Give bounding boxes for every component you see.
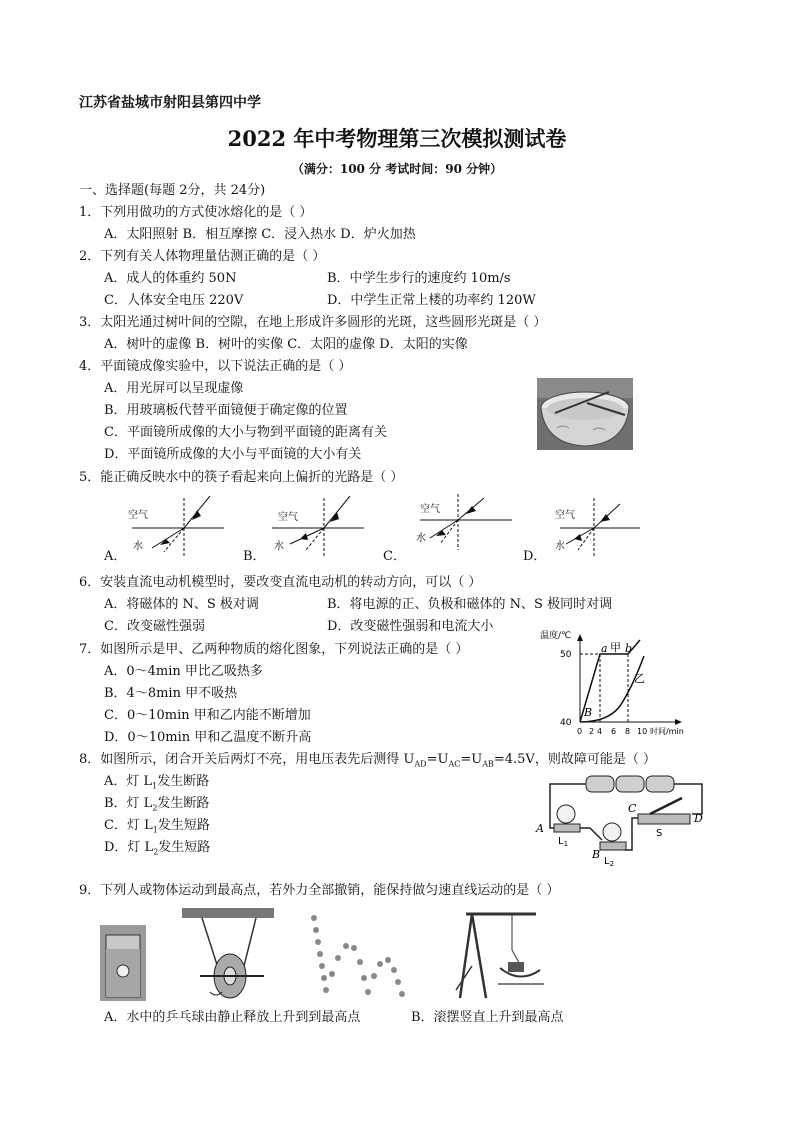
x-tick-4: 4 (597, 727, 603, 736)
q6-option-d: D．改变磁性强弱和电流大小 (327, 619, 494, 634)
school-name: 江苏省盐城市射阳县第四中学 (79, 95, 261, 111)
q4-stem: 4．平面镜成像实验中，以下说法正确的是（ ） (79, 359, 352, 374)
x-tick-6: 6 (611, 727, 617, 736)
q6-option-a: A．将磁体的 N、S 极对调 (104, 597, 259, 612)
q3-options: A．树叶的虚像 B．树叶的实像 C．太阳的虚像 D．太阳的实像 (104, 337, 468, 352)
q4-option-a: A．用光屏可以呈现虚像 (104, 381, 244, 396)
q8-option-d: D．灯 $L_2$发生短路 (104, 840, 211, 857)
x-tick-10: 10 (637, 727, 648, 736)
q5b-air-label: 空气 (278, 512, 298, 523)
switch-label: S (656, 828, 663, 839)
y-tick-50: 50 (560, 650, 572, 660)
maxwell-wheel-photo (180, 906, 276, 1002)
bowl-chopsticks-photo (537, 378, 633, 450)
q4-option-c: C．平面镜所成像的大小与物到平面镜的距离有关 (104, 425, 387, 440)
q3-stem: 3．太阳光通过树叶间的空隙，在地上形成许多圆形的光斑，这些圆形光斑是（ ） (79, 315, 547, 330)
q5b-water-label: 水 (274, 541, 284, 552)
q5a-water-label: 水 (133, 541, 143, 552)
q4-option-b: B．用玻璃板代替平面镜便于确定像的位置 (104, 403, 348, 418)
q2-option-b: B．中学生步行的速度约 10m/s (327, 271, 511, 286)
x-axis-label: 时间/min (650, 727, 684, 736)
node-C-label: C (628, 802, 637, 815)
q7-option-b: B．4～8min 甲不吸热 (104, 686, 238, 701)
q1-options: A．太阳照射 B．相互摩擦 C．浸入热水 D．炉火加热 (104, 227, 416, 242)
exam-title: 2022 年中考物理第三次模拟测试卷 (227, 126, 567, 151)
q7-option-c: C．0～10min 甲和乙内能不断增加 (104, 708, 311, 723)
x-tick-0: 0 (577, 727, 583, 736)
q6-option-b: B．将电源的正、负极和磁体的 N、S 极同时对调 (327, 597, 613, 612)
q8-option-a: A．灯 $L_1$发生断路 (104, 774, 210, 791)
jia-label: 甲 (610, 641, 621, 654)
section-heading: 一、选择题(每题 2分，共 24分) (79, 183, 266, 198)
q2-option-c: C．人体安全电压 220V (104, 293, 244, 308)
lamp-l1-label: $L_1$ (558, 836, 569, 848)
q5d-air-label: 空气 (555, 510, 575, 521)
swing-photo (452, 906, 548, 1002)
node-D-label: D (694, 812, 703, 825)
yi-label: 乙 (634, 672, 645, 685)
q5c-air-label: 空气 (420, 504, 440, 515)
point-a-label: a (601, 642, 608, 655)
q2-option-a: A．成人的体重约 50N (104, 271, 237, 286)
q8-option-c: C．灯 $L_1$发生短路 (104, 818, 210, 835)
node-A-label: A (536, 822, 544, 835)
x-tick-8: 8 (625, 727, 631, 736)
q5-option-c: C． (383, 549, 406, 564)
q1-stem: 1．下列用做功的方式使冰熔化的是（ ） (79, 205, 313, 220)
exam-subtitle: （满分：100 分 考试时间：90 分钟） (291, 162, 503, 176)
point-B-label: B (584, 706, 593, 719)
node-B-label: B (592, 848, 601, 861)
q7-option-d: D．0～10min 甲和乙温度不断升高 (104, 730, 312, 745)
y-axis-label: 温度/℃ (540, 631, 572, 641)
bouncing-ball-photo (308, 912, 406, 1000)
q8-stem: 8．如图所示，闭合开关后两灯不亮，用电压表先后测得 $U_{AD}=U_{AC}=U_{AB}=4.5V$，则故障可能是（ ） (79, 752, 656, 769)
q9-option-b: B．滚摆竖直上升到最高点 (411, 1010, 564, 1025)
melting-graph (538, 626, 698, 744)
q8-circuit-diagram (532, 770, 712, 870)
q5d-water-label: 水 (555, 541, 565, 552)
point-b-label: b (625, 642, 633, 655)
q6-stem: 6．安装直流电动机模型时，要改变直流电动机的转动方向，可以（ ） (79, 575, 482, 590)
q4-option-d: D．平面镜所成像的大小与平面镜的大小有关 (104, 447, 362, 462)
y-tick-40: 40 (560, 718, 572, 728)
q5-option-a: A． (104, 549, 127, 564)
beaker-pingpong-photo (100, 925, 146, 1001)
q7-option-a: A．0～4min 甲比乙吸热多 (104, 664, 263, 679)
q2-option-d: D．中学生正常上楼的功率约 120W (327, 293, 536, 308)
q5c-water-label: 水 (416, 533, 426, 544)
q6-option-c: C．改变磁性强弱 (104, 619, 205, 634)
q2-stem: 2．下列有关人体物理量估测正确的是（ ） (79, 249, 326, 264)
q7-stem: 7．如图所示是甲、乙两种物质的熔化图象，下列说法正确的是（ ） (79, 642, 469, 657)
x-tick-2: 2 (589, 727, 595, 736)
lamp-l2-label: $L_2$ (604, 856, 615, 868)
q5a-air-label: 空气 (128, 510, 148, 521)
q5-option-b: B． (243, 549, 266, 564)
q5-stem: 5．能正确反映水中的筷子看起来向上偏折的光路是（ ） (79, 470, 404, 485)
q9-stem: 9．下列人或物体运动到最高点，若外力全部撤销，能保持做匀速直线运动的是（ ） (79, 883, 560, 898)
q9-option-a: A．水中的乒乓球由静止释放上升到到最高点 (104, 1010, 361, 1025)
q8-option-b: B．灯 $L_2$发生断路 (104, 796, 210, 813)
q5-option-d: D． (523, 549, 547, 564)
